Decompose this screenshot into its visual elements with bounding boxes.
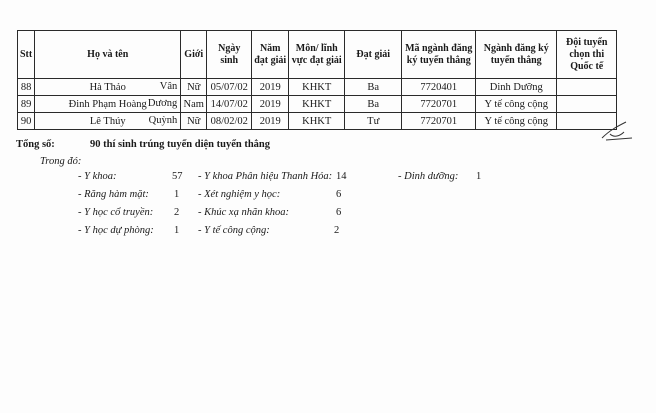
first-name: Quỳnh: [148, 115, 178, 126]
header-gender: Giới: [181, 31, 207, 79]
header-subject: Môn/ lĩnh vực đạt giải: [289, 31, 345, 79]
cell-major: Dinh Dưỡng: [476, 79, 557, 96]
cell-award-year: 2019: [252, 113, 289, 130]
header-major: Ngành đăng ký tuyển thẳng: [476, 31, 557, 79]
cell-full-name: [35, 96, 181, 113]
cell-major-code: 7720401: [402, 79, 476, 96]
cell-major: Y tế công cộng: [476, 96, 557, 113]
summary-value-xet-nghiem-y-hoc: 6: [336, 189, 342, 200]
cell-major-code: 7720701: [402, 96, 476, 113]
summary-value-y-hoc-co-truyen: 2: [174, 207, 180, 218]
summary-label-y-te-cong-cong: - Y tế công cộng:: [198, 225, 270, 236]
handwritten-initial-mark: [596, 120, 636, 142]
summary-value-rang-ham-mat: 1: [174, 189, 180, 200]
cell-birth-date: 14/07/02: [207, 96, 252, 113]
summary-value-y-khoa: 57: [172, 171, 183, 182]
cell-award: Ba: [345, 96, 402, 113]
cell-major-code: 7720701: [402, 113, 476, 130]
header-intl-team: Đội tuyển chọn thi Quốc tế: [557, 31, 617, 79]
header-major-code: Mã ngành đăng ký tuyển thẳng: [402, 31, 476, 79]
header-award: Đạt giải: [345, 31, 402, 79]
cell-full-name: [35, 79, 181, 96]
summary-label-y-khoa-thanh-hoa: - Y khoa Phân hiệu Thanh Hóa:: [198, 171, 333, 182]
last-name: Đinh Phạm Hoàng: [68, 98, 147, 110]
cell-subject: KHKT: [289, 79, 345, 96]
summary-label-y-khoa: - Y khoa:: [78, 171, 117, 182]
summary-label-y-hoc-du-phong: - Y học dự phòng:: [78, 225, 154, 236]
cell-award: Ba: [345, 79, 402, 96]
summary-value-dinh-duong: 1: [476, 171, 482, 182]
summary-value-khuc-xa-nhan-khoa: 6: [336, 207, 342, 218]
header-birth-date: Ngày sinh: [207, 31, 252, 79]
cell-stt: 88: [18, 79, 35, 96]
cell-award: Tư: [345, 113, 402, 130]
cell-intl-team: [557, 96, 617, 113]
cell-award-year: 2019: [252, 79, 289, 96]
admission-table: [17, 30, 617, 130]
total-label: Tổng số:: [16, 139, 55, 150]
table-header-row: [18, 31, 617, 79]
summary-value-y-khoa-thanh-hoa: 14: [336, 171, 347, 182]
cell-intl-team: [557, 79, 617, 96]
among-label: Trong đó:: [40, 156, 82, 167]
cell-stt: 89: [18, 96, 35, 113]
total-text: 90 thí sinh trúng tuyển diện tuyển thẳng: [90, 139, 271, 150]
table-row: [18, 113, 617, 130]
header-stt: Stt: [18, 31, 35, 79]
summary-label-xet-nghiem-y-hoc: - Xét nghiệm y học:: [198, 189, 281, 200]
cell-gender: Nữ: [181, 113, 207, 130]
cell-subject: KHKT: [289, 96, 345, 113]
table-row: [18, 79, 617, 96]
cell-gender: Nữ: [181, 79, 207, 96]
last-name: Hà Thảo: [89, 81, 126, 93]
header-full-name: Họ và tên: [35, 31, 181, 79]
summary-label-y-hoc-co-truyen: - Y học cổ truyền:: [78, 207, 154, 218]
cell-major: Y tế công cộng: [476, 113, 557, 130]
summary-value-y-hoc-du-phong: 1: [174, 225, 180, 236]
first-name: Vân: [159, 81, 178, 92]
first-name: Dương: [147, 98, 178, 109]
cell-birth-date: 08/02/02: [207, 113, 252, 130]
table-row: [18, 96, 617, 113]
header-award-year: Năm đạt giải: [252, 31, 289, 79]
last-name: Lê Thúy: [89, 115, 126, 127]
summary-label-dinh-duong: - Dinh dưỡng:: [398, 171, 459, 182]
cell-stt: 90: [18, 113, 35, 130]
summary-value-y-te-cong-cong: 2: [334, 225, 340, 236]
cell-subject: KHKT: [289, 113, 345, 130]
cell-gender: Nam: [181, 96, 207, 113]
summary-label-khuc-xa-nhan-khoa: - Khúc xạ nhãn khoa:: [198, 207, 289, 218]
cell-birth-date: 05/07/02: [207, 79, 252, 96]
summary-label-rang-ham-mat: - Răng hàm mặt:: [78, 189, 149, 200]
cell-award-year: 2019: [252, 96, 289, 113]
cell-full-name: [35, 113, 181, 130]
